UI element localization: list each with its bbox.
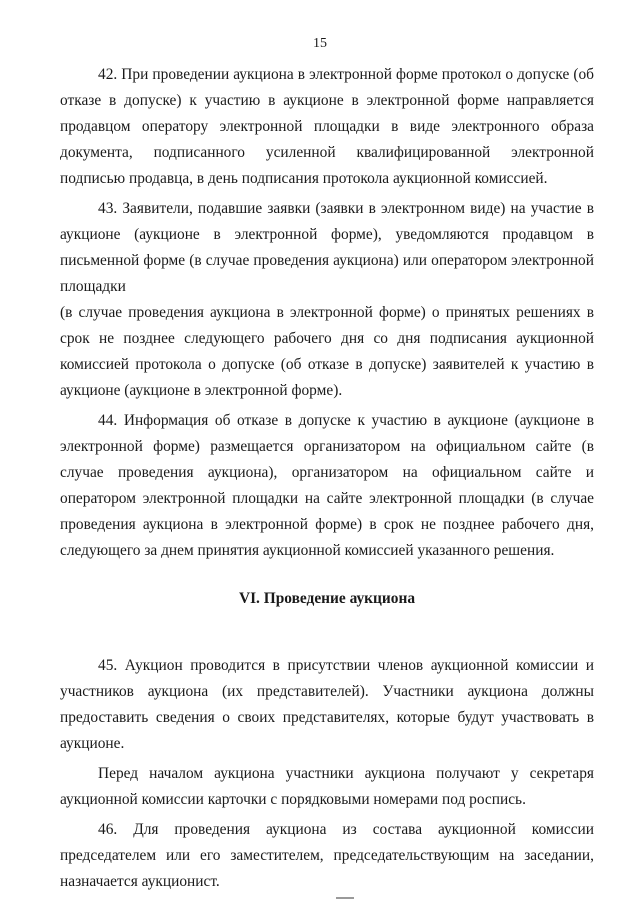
paragraph-42: 42. При проведении аукциона в электронной форме протокол о допуске (об отказе в допуске) к участию в аукционе в электронной форме направляется продавцом оператору электронной площадки в виде электронного образа документа, подписанного усиленной квалифицированной электронной подписью продавца, в день подписания протокола аукционной комиссией. (60, 66, 594, 187)
paragraph-43-continuation: (в случае проведения аукциона в электронной форме) о принятых решениях в срок не позднее следующего рабочего дня со дня подписания аукционной комиссией протокола о допуске (об отказе в допуске) заявителей к участию в аукционе (аукционе в электронной форме). (60, 304, 594, 399)
paragraph-45-second: Перед началом аукциона участники аукциона получают у секретаря аукционной комиссии карточки с порядковыми номерами под роспись. (60, 765, 594, 808)
paragraph-44: 44. Информация об отказе в допуске к участию в аукционе (аукционе в электронной форме) размещается организатором на официальном сайте (в случае проведения аукциона), организатором на официальном сайте и оператором электронной площадки на сайте электронной площадки (в случае проведения аукциона в электронной форме) в срок не позднее рабочего дня, следующего за днем принятия аукционной комиссией указанного решения. (60, 412, 594, 559)
paragraph-45: 45. Аукцион проводится в присутствии членов аукционной комиссии и участников аукциона (их представителей). Участники аукциона должны предоставить сведения о своих представителях, которые будут участвовать в аукционе. (60, 657, 594, 752)
scan-mark (336, 897, 354, 899)
page-number: 15 (313, 36, 327, 51)
document-body (60, 62, 594, 895)
paragraph-46: 46. Для проведения аукциона из состава аукционной комиссии председателем или его заместителем, председательствующим на заседании, назначается аукционист. (60, 821, 594, 890)
paragraph-43: 43. Заявители, подавшие заявки (заявки в электронном виде) на участие в аукционе (аукционе в электронной форме), уведомляются продавцом в письменной форме (в случае проведения аукциона) или оператором электронной площадки (60, 200, 594, 295)
section-heading: VI. Проведение аукциона (238, 590, 416, 607)
